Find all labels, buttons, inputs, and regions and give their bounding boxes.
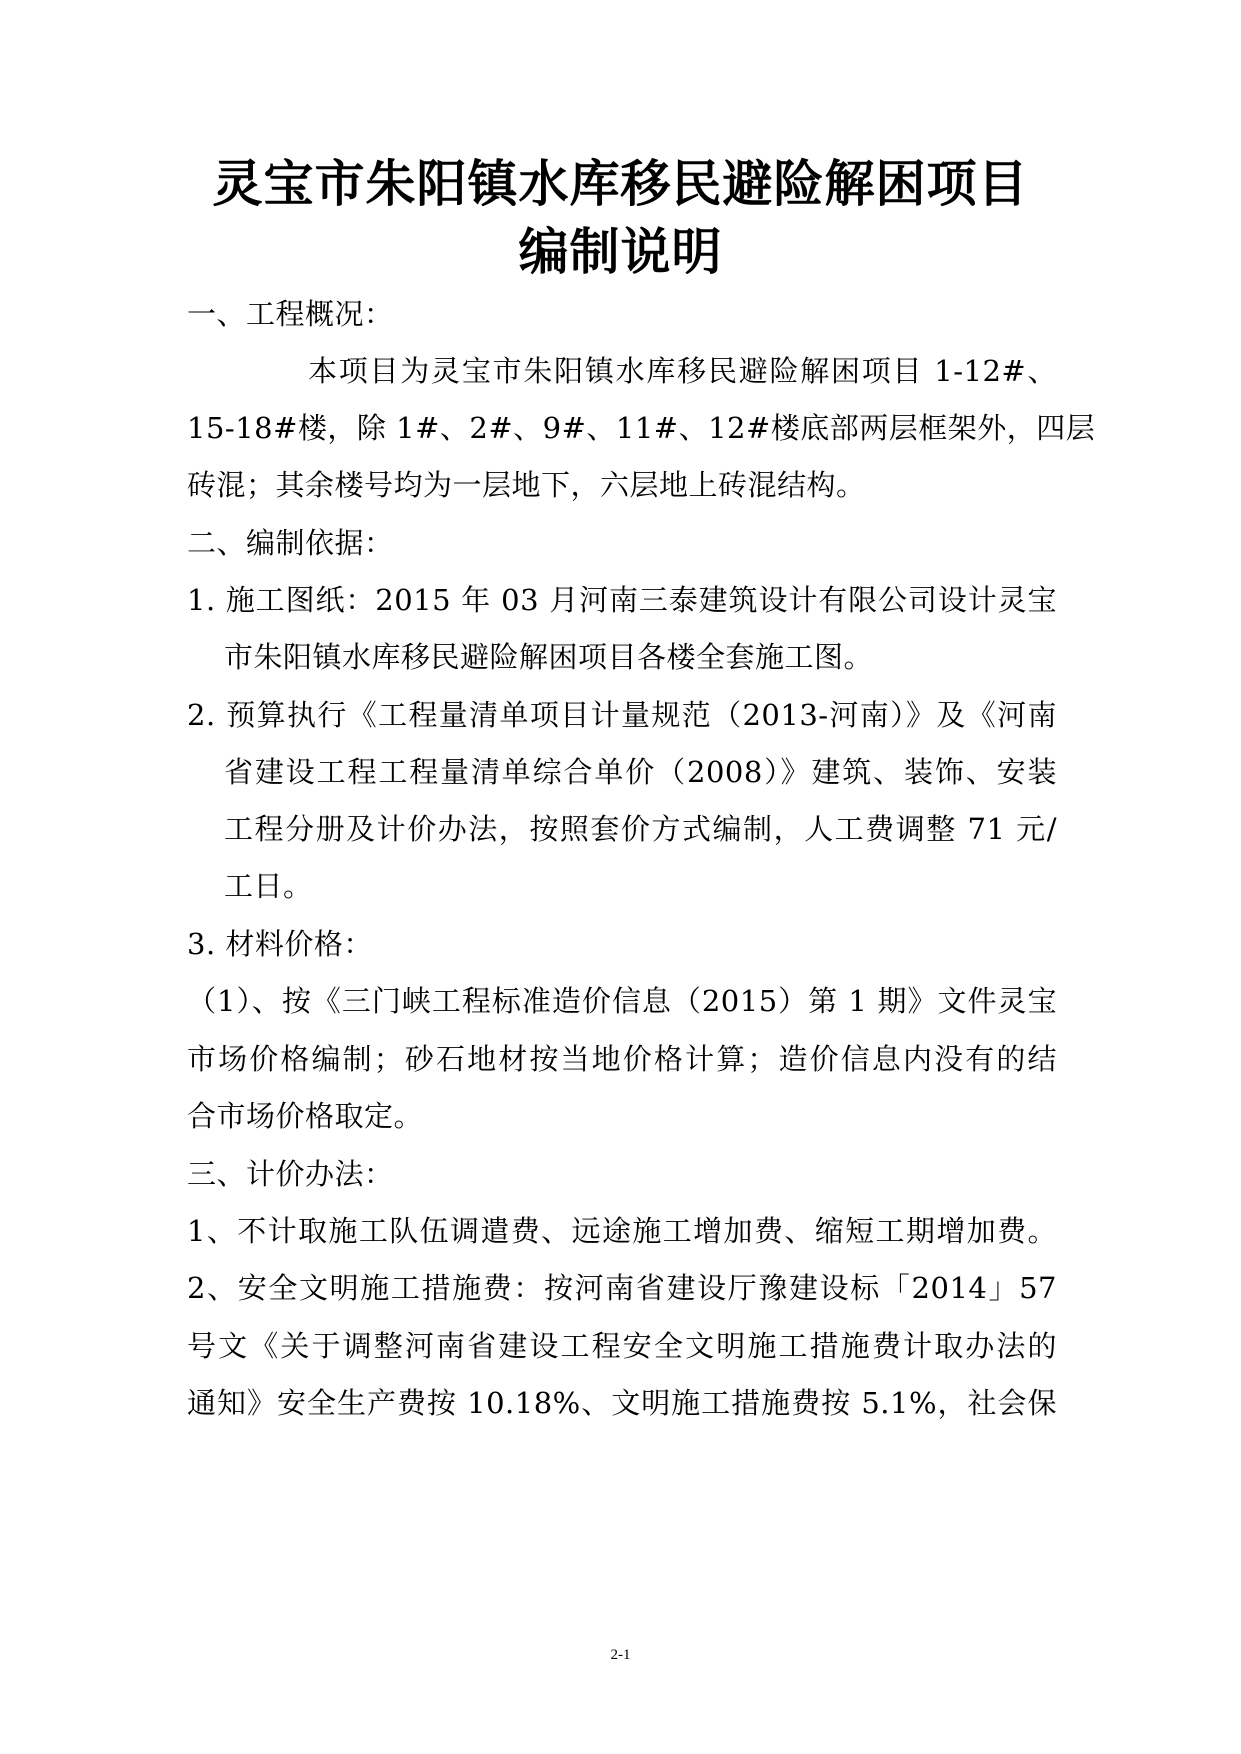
paragraph-line: 市场价格编制；砂石地材按当地价格计算；造价信息内没有的结 — [187, 1042, 1057, 1076]
paragraph-line: 15-18#楼，除 1#、2#、9#、11#、12#楼底部两层框架外，四层 — [187, 411, 1096, 445]
list-item-line: 工程分册及计价办法，按照套价方式编制，人工费调整 71 元/ — [224, 812, 1057, 846]
list-item-line: 3. 材料价格： — [187, 927, 373, 961]
paragraph-line: 本项目为灵宝市朱阳镇水库移民避险解困项目 1-12#、 — [308, 354, 1057, 388]
page-number: 2-1 — [610, 1647, 631, 1663]
list-item-line: 省建设工程工程量清单综合单价（2008）》建筑、装饰、安装 — [224, 755, 1057, 789]
paragraph-line: 号文《关于调整河南省建设工程安全文明施工措施费计取办法的 — [187, 1329, 1057, 1363]
list-item-line: 1、不计取施工队伍调遣费、远途施工增加费、缩短工期增加费。 — [187, 1214, 1057, 1248]
list-item-line: 2、安全文明施工措施费：按河南省建设厅豫建设标「2014」57 — [187, 1271, 1057, 1305]
list-item-line: 工日。 — [224, 869, 313, 903]
paragraph-line: 砖混；其余楼号均为一层地下，六层地上砖混结构。 — [187, 468, 866, 502]
list-item-line: 1. 施工图纸：2015 年 03 月河南三泰建筑设计有限公司设计灵宝 — [187, 583, 1057, 617]
list-item-line: 2. 预算执行《工程量清单项目计量规范（2013-河南）》及《河南 — [187, 698, 1057, 732]
paragraph-line: 合市场价格取定。 — [187, 1099, 424, 1133]
document-title-line-2: 编制说明 — [518, 223, 723, 281]
section-heading-pricing: 三、计价办法： — [187, 1157, 394, 1191]
document-title-line-1: 灵宝市朱阳镇水库移民避险解困项目 — [212, 155, 1029, 213]
list-item-line: 市朱阳镇水库移民避险解困项目各楼全套施工图。 — [224, 640, 874, 674]
section-heading-basis: 二、编制依据： — [187, 526, 394, 560]
paragraph-line: （1）、按《三门峡工程标准造价信息（2015）第 1 期》文件灵宝 — [187, 984, 1057, 1018]
section-heading-overview: 一、工程概况： — [187, 297, 394, 331]
paragraph-line: 通知》安全生产费按 10.18%、文明施工措施费按 5.1%，社会保 — [187, 1386, 1057, 1420]
